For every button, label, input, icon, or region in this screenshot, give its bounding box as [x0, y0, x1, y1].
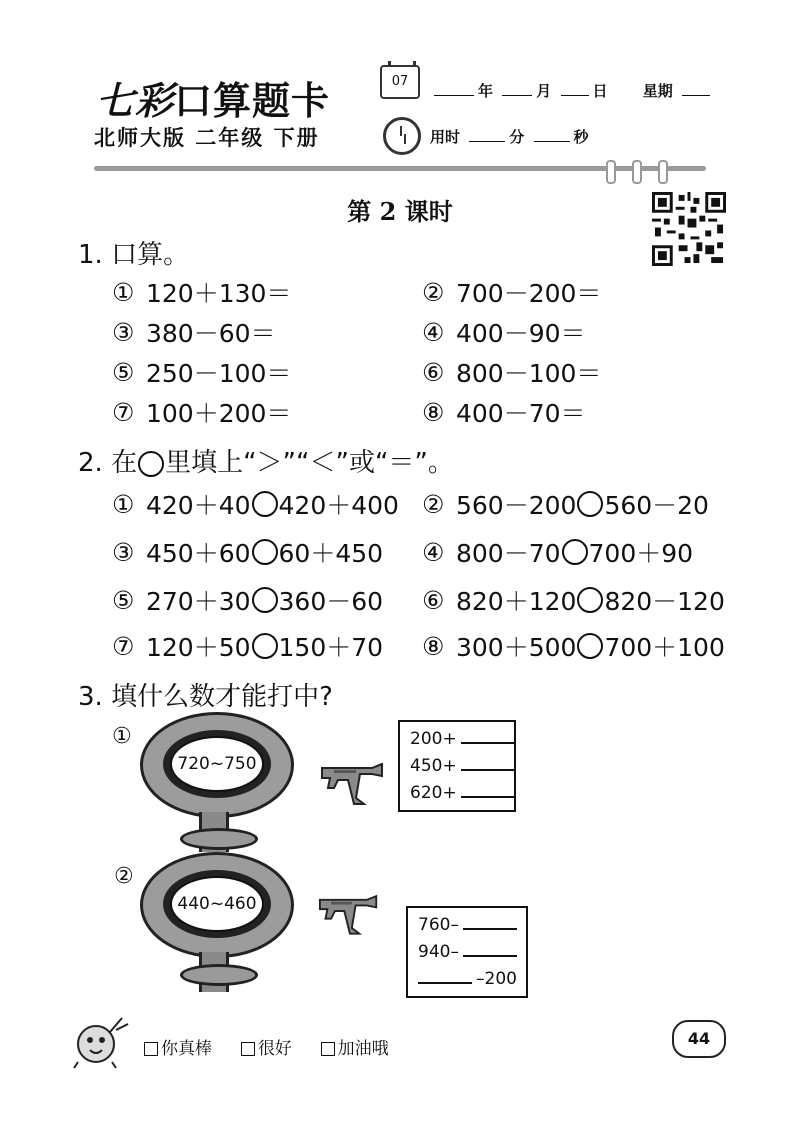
q2-title — [78, 442, 454, 479]
compare-right: 700＋90 — [588, 539, 694, 568]
answer-prefix: 940– — [418, 942, 459, 962]
item-number: ④ — [422, 537, 445, 567]
compare-right: 60＋450 — [278, 539, 384, 568]
answer-prefix: 760– — [418, 915, 459, 935]
compare-circle[interactable] — [577, 587, 603, 613]
option-good: 很好 — [257, 1039, 292, 1059]
brand-title — [96, 70, 330, 125]
item-number: ⑥ — [422, 585, 445, 615]
binder-ring — [606, 160, 616, 184]
q1-expression: 250－100＝ — [146, 359, 292, 388]
q1-item — [112, 394, 291, 430]
target1-number: ① — [112, 724, 132, 749]
q1-expression: 400－90＝ — [456, 319, 586, 348]
answer-blank[interactable] — [463, 914, 517, 930]
second-blank[interactable] — [534, 127, 570, 142]
answer-prefix: 620+ — [410, 783, 457, 803]
item-number: ② — [422, 489, 445, 519]
page-number: 44 — [672, 1020, 726, 1058]
water-gun-icon — [320, 758, 386, 806]
time-line — [430, 126, 589, 147]
target1-base — [180, 828, 258, 850]
answer-line — [418, 912, 526, 939]
answer-box-1 — [398, 720, 516, 812]
q2-item — [112, 534, 383, 570]
year-label: 年 — [478, 82, 494, 100]
water-gun-icon — [318, 890, 380, 936]
week-blank[interactable] — [682, 81, 710, 96]
q2-title-part1: 2. 在 — [78, 448, 138, 478]
item-number: ① — [112, 489, 135, 519]
answer-suffix: –200 — [476, 969, 517, 989]
answer-prefix: 200+ — [410, 729, 457, 749]
time-used-label: 用时 — [430, 128, 461, 146]
binder-ring — [658, 160, 668, 184]
q1-item — [112, 354, 291, 390]
brand-part2: 口算题卡 — [174, 79, 331, 123]
compare-right: 560－20 — [604, 491, 709, 520]
checkbox-keep-going[interactable] — [321, 1042, 335, 1056]
compare-right: 700＋100 — [604, 633, 725, 662]
compare-circle[interactable] — [252, 633, 278, 659]
q1-expression: 700－200＝ — [456, 279, 602, 308]
q1-item — [112, 314, 276, 350]
qr-code-icon[interactable] — [652, 192, 726, 266]
compare-left: 820＋120 — [456, 587, 577, 616]
answer-blank[interactable] — [418, 968, 472, 984]
answer-line — [418, 939, 526, 966]
compare-right: 420＋400 — [278, 491, 399, 520]
q1-title: 1. 口算。 — [78, 240, 190, 270]
q2-item — [112, 486, 399, 522]
compare-right: 360－60 — [278, 587, 384, 616]
lesson-title: 第 2 课时 — [347, 197, 453, 226]
q3-title: 3. 填什么数才能打中? — [78, 682, 333, 712]
item-number: ⑤ — [112, 585, 135, 615]
compare-left: 270＋30 — [146, 587, 251, 616]
item-number: ④ — [422, 317, 445, 347]
q2-item — [112, 628, 383, 664]
compare-left: 420＋40 — [146, 491, 251, 520]
target2-base — [180, 964, 258, 986]
item-number: ⑥ — [422, 357, 445, 387]
checkbox-great[interactable] — [144, 1042, 158, 1056]
answer-line — [410, 726, 514, 753]
answer-prefix: 450+ — [410, 756, 457, 776]
compare-circle[interactable] — [252, 491, 278, 517]
q2-item — [422, 628, 725, 664]
item-number: ③ — [112, 537, 135, 567]
answer-line — [410, 780, 514, 807]
answer-line — [410, 753, 514, 780]
option-great: 你真棒 — [161, 1039, 212, 1059]
item-number: ② — [422, 277, 445, 307]
q1-item — [422, 314, 586, 350]
item-number: ③ — [112, 317, 135, 347]
answer-box-2 — [406, 906, 528, 998]
clock-icon — [383, 117, 421, 155]
item-number: ① — [112, 277, 135, 307]
item-number: ⑧ — [422, 397, 445, 427]
minute-label: 分 — [509, 128, 525, 146]
q1-item — [112, 274, 291, 310]
target2-number: ② — [114, 864, 134, 889]
checkbox-good[interactable] — [241, 1042, 255, 1056]
compare-right: 150＋70 — [278, 633, 384, 662]
week-label: 星期 — [642, 82, 673, 100]
answer-line — [418, 966, 526, 993]
answer-blank[interactable] — [461, 755, 515, 771]
month-label: 月 — [536, 82, 552, 100]
compare-circle[interactable] — [577, 491, 603, 517]
day-label: 日 — [592, 82, 608, 100]
answer-circle-icon — [138, 451, 164, 477]
q1-expression: 120＋130＝ — [146, 279, 292, 308]
brand-part1: 七彩 — [96, 78, 175, 123]
item-number: ⑧ — [422, 631, 445, 661]
compare-left: 120＋50 — [146, 633, 251, 662]
compare-left: 800－70 — [456, 539, 561, 568]
q1-expression: 800－100＝ — [456, 359, 602, 388]
q1-expression: 400－70＝ — [456, 399, 586, 428]
second-label: 秒 — [573, 128, 589, 146]
compare-right: 820－120 — [604, 587, 725, 616]
date-line — [430, 80, 714, 101]
item-number: ⑦ — [112, 631, 135, 661]
compare-left: 560－200 — [456, 491, 577, 520]
q2-item — [422, 486, 709, 522]
compare-circle[interactable] — [252, 587, 278, 613]
q2-item — [112, 582, 383, 618]
answer-blank[interactable] — [461, 782, 515, 798]
answer-blank[interactable] — [461, 728, 515, 744]
year-blank[interactable] — [434, 81, 474, 96]
day-blank[interactable] — [561, 81, 589, 96]
item-number: ⑦ — [112, 397, 135, 427]
mascot-icon — [70, 1008, 132, 1070]
target2-range: 440~460 — [170, 876, 264, 932]
compare-circle[interactable] — [577, 633, 603, 659]
q1-item — [422, 394, 586, 430]
compare-left: 450＋60 — [146, 539, 251, 568]
q1-expression: 380－60＝ — [146, 319, 276, 348]
minute-blank[interactable] — [469, 127, 505, 142]
calendar-icon — [380, 65, 420, 99]
q1-item — [422, 274, 601, 310]
answer-blank[interactable] — [463, 941, 517, 957]
edition-subtitle: 北师大版 二年级 下册 — [94, 126, 320, 150]
q2-item — [422, 582, 725, 618]
compare-circle[interactable] — [562, 539, 588, 565]
q2-item — [422, 534, 693, 570]
compare-circle[interactable] — [252, 539, 278, 565]
month-blank[interactable] — [502, 81, 532, 96]
q1-expression: 100＋200＝ — [146, 399, 292, 428]
compare-left: 300＋500 — [456, 633, 577, 662]
q2-title-part2: 里填上“＞”“＜”或“＝”。 — [165, 448, 454, 478]
q1-item — [422, 354, 601, 390]
option-keep-going: 加油哦 — [337, 1039, 389, 1059]
calendar-day: 07 — [391, 74, 409, 89]
target1-range: 720~750 — [170, 736, 264, 792]
self-evaluation — [144, 1034, 389, 1059]
binder-ring — [632, 160, 642, 184]
item-number: ⑤ — [112, 357, 135, 387]
